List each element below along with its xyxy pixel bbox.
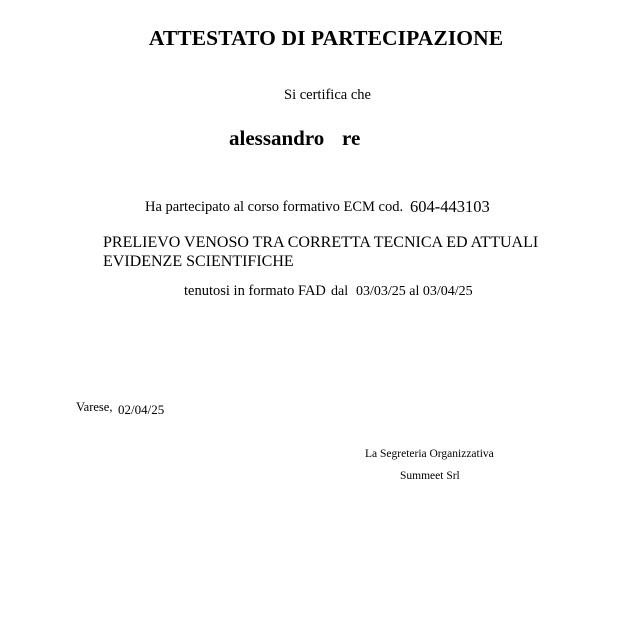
participant-last-name: re xyxy=(342,126,361,150)
course-code: 604-443103 xyxy=(410,197,490,216)
certificate-title: ATTESTATO DI PARTECIPAZIONE xyxy=(148,26,504,50)
date-from-label: dal xyxy=(331,284,349,299)
course-format-text: tenutosi in formato FAD xyxy=(184,283,326,299)
certifies-text: Si certifica che xyxy=(284,87,371,103)
course-title-line-2: EVIDENZE SCIENTIFICHE xyxy=(103,253,294,270)
issue-place: Varese, xyxy=(76,400,113,414)
issue-date: 02/04/25 xyxy=(118,402,165,417)
signature-office: La Segreteria Organizzativa xyxy=(365,448,494,460)
course-intro-text: Ha partecipato al corso formativo ECM cod. xyxy=(145,199,404,215)
signature-company: Summeet Srl xyxy=(400,470,460,482)
course-title-line-1: PRELIEVO VENOSO TRA CORRETTA TECNICA ED ATTUALI xyxy=(103,234,539,251)
course-date-range: 03/03/25 al 03/04/25 xyxy=(356,284,473,299)
participant-first-name: alessandro xyxy=(229,126,325,150)
course-title xyxy=(103,233,573,271)
